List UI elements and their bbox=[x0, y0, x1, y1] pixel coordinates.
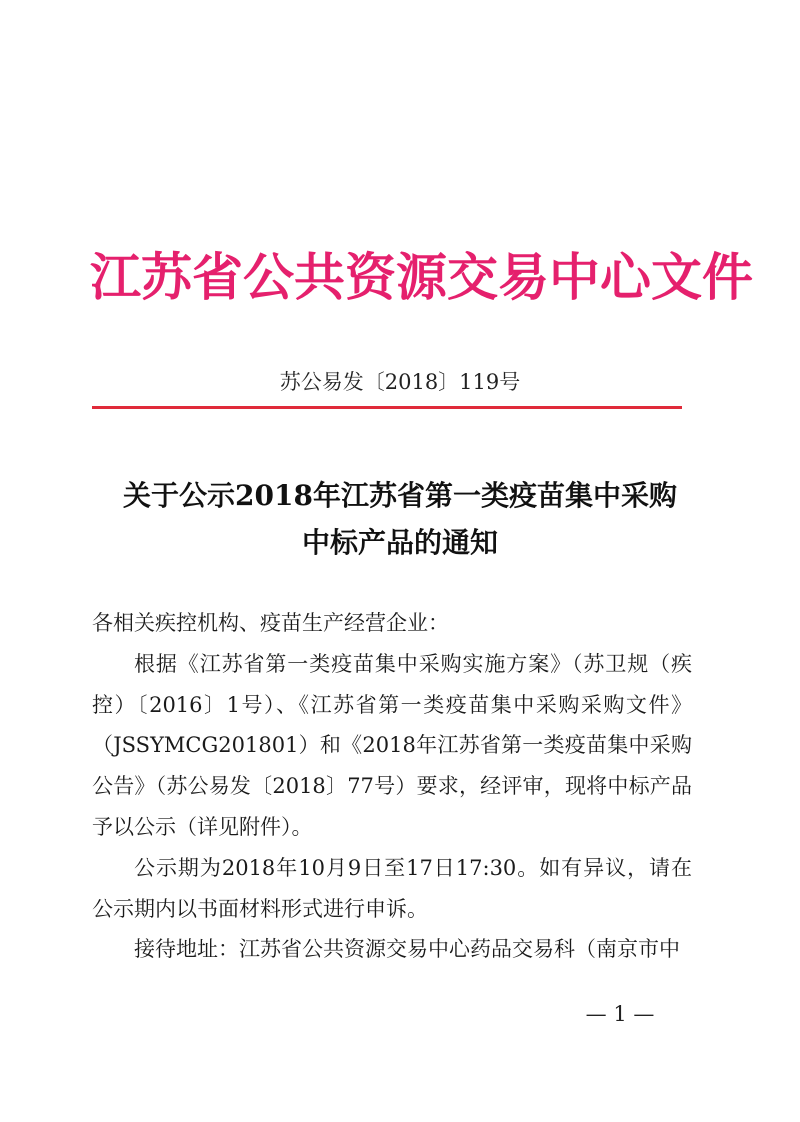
page-number: — 1 — bbox=[585, 1002, 655, 1026]
doc-heading bbox=[70, 472, 730, 566]
red-divider bbox=[92, 406, 682, 409]
paragraph-address: 接待地址：江苏省公共资源交易中心药品交易科（南京市中 bbox=[134, 937, 680, 962]
doc-heading-line-1: 关于公示2018年江苏省第一类疫苗集中采购 bbox=[123, 479, 677, 512]
paragraph-period: 公示期为2018年10月9日至17日17:30。如有异议，请在公示期内以书面材料形式进行申诉。 bbox=[92, 855, 692, 921]
doc-number: 苏公易发〔2018〕119号 bbox=[279, 370, 521, 394]
org-title: 江苏省公共资源交易中心文件 bbox=[90, 249, 754, 308]
salutation: 各相关疾控机构、疫苗生产经营企业： bbox=[92, 611, 449, 635]
body-text bbox=[92, 603, 692, 970]
paragraph-basis: 根据《江苏省第一类疫苗集中采购实施方案》（苏卫规（疾控）〔2016〕1号）、《江苏省第一类疫苗集中采购采购文件》（JSSYMCG201801）和《2018年江苏省第一类疫苗集中采购公告》（苏公易发〔2018〕77号）要求，经评审，现将中标产品予以公示（详见附件）。 bbox=[92, 651, 692, 839]
doc-heading-line-2: 中标产品的通知 bbox=[301, 526, 498, 559]
